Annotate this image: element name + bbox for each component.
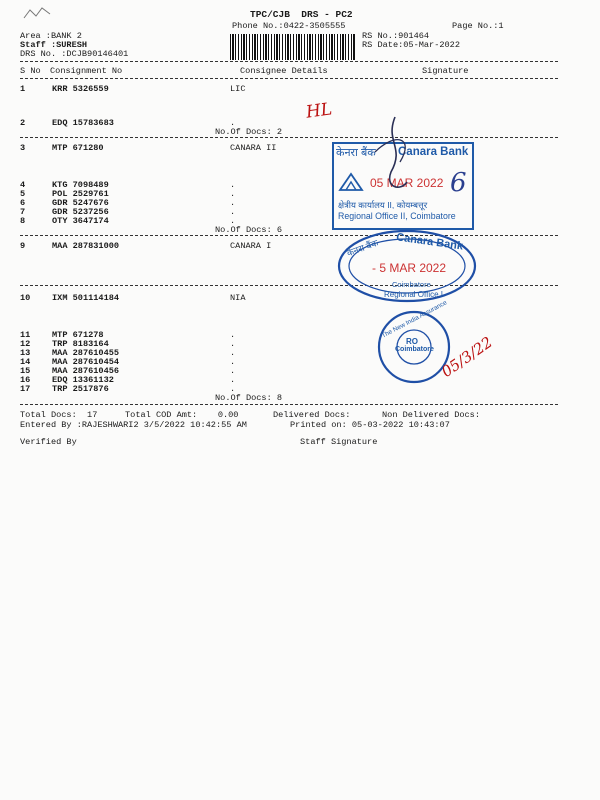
docs-count: No.Of Docs: 2 bbox=[215, 127, 283, 137]
stamp-date: - 5 MAR 2022 bbox=[372, 261, 447, 275]
row-consignee: . bbox=[230, 357, 236, 367]
stamp-hindi-name: केनरा बैंक bbox=[345, 237, 380, 259]
row-consignment: KRR 5326559 bbox=[52, 84, 109, 94]
row-sno: 6 bbox=[20, 198, 26, 208]
row-consignment: OTY 3647174 bbox=[52, 216, 109, 226]
stamp-office-hindi: क्षेत्रीय कार्यालय II, कोयम्बत्तूर bbox=[338, 200, 428, 210]
row-sno: 12 bbox=[20, 339, 31, 349]
row-sno: 4 bbox=[20, 180, 26, 190]
row-sno: 2 bbox=[20, 118, 26, 128]
row-consignee: . bbox=[230, 348, 236, 358]
row-sno: 1 bbox=[20, 84, 26, 94]
rs-date: RS Date:05-Mar-2022 bbox=[362, 40, 460, 50]
rs-number: RS No.:901464 bbox=[362, 31, 430, 41]
divider bbox=[20, 78, 558, 79]
printed-on: Printed on: 05-03-2022 10:43:07 bbox=[290, 420, 450, 430]
col-signature: Signature bbox=[422, 66, 469, 76]
row-sno: 5 bbox=[20, 189, 26, 199]
row-consignment: MAA 287610456 bbox=[52, 366, 120, 376]
row-consignee: . bbox=[230, 216, 236, 226]
docs-count: No.Of Docs: 6 bbox=[215, 225, 283, 235]
row-sno: 3 bbox=[20, 143, 26, 153]
document-title: TPC/CJB DRS - PC2 bbox=[250, 9, 353, 20]
row-sno: 8 bbox=[20, 216, 26, 226]
stamp-bank-name: Canara Bank bbox=[395, 231, 464, 253]
row-consignee: LIC bbox=[230, 84, 246, 94]
row-consignment: EDQ 13361132 bbox=[52, 375, 114, 385]
area-label: Area :BANK 2 bbox=[20, 31, 82, 41]
row-consignment: TRP 8183164 bbox=[52, 339, 109, 349]
entered-by: Entered By :RAJESHWARI2 3/5/2022 10:42:55 AM bbox=[20, 420, 247, 430]
row-sno: 11 bbox=[20, 330, 31, 340]
row-consignee: . bbox=[230, 330, 236, 340]
row-consignment: GDR 5247676 bbox=[52, 198, 109, 208]
row-sno: 17 bbox=[20, 384, 31, 394]
barcode bbox=[230, 34, 355, 60]
row-consignment: EDQ 15783683 bbox=[52, 118, 114, 128]
stamp-ro-label: RO bbox=[406, 337, 418, 346]
row-sno: 14 bbox=[20, 357, 31, 367]
divider bbox=[20, 61, 558, 62]
row-consignee: . bbox=[230, 384, 236, 394]
row-consignment: IXM 501114184 bbox=[52, 293, 120, 303]
row-consignment: MAA 287831000 bbox=[52, 241, 120, 251]
divider bbox=[20, 404, 558, 405]
phone-number: Phone No.:0422-3505555 bbox=[232, 21, 346, 31]
row-consignment: MAA 287610454 bbox=[52, 357, 120, 367]
row-consignee: CANARA II bbox=[230, 143, 277, 153]
row-consignee: . bbox=[230, 180, 236, 190]
row-consignment: MTP 671278 bbox=[52, 330, 104, 340]
row-consignee: . bbox=[230, 118, 236, 128]
row-sno: 16 bbox=[20, 375, 31, 385]
col-sno: S No bbox=[20, 66, 41, 76]
row-consignment: GDR 5237256 bbox=[52, 207, 109, 217]
row-consignee: . bbox=[230, 198, 236, 208]
row-sno: 13 bbox=[20, 348, 31, 358]
row-consignee: CANARA I bbox=[230, 241, 272, 251]
row-consignee: . bbox=[230, 339, 236, 349]
stamp-hindi-name: केनरा बैंक bbox=[336, 147, 376, 159]
stamp-city: Coimbatore bbox=[395, 346, 434, 353]
verified-by: Verified By bbox=[20, 437, 77, 447]
row-consignee: . bbox=[230, 207, 236, 217]
total-docs: Total Docs: 17 bbox=[20, 410, 98, 420]
docs-count: No.Of Docs: 8 bbox=[215, 393, 283, 403]
staff-label: Staff :SURESH bbox=[20, 40, 88, 50]
row-consignee: NIA bbox=[230, 293, 246, 303]
row-consignment: MTP 671280 bbox=[52, 143, 104, 153]
row-consignment: KTG 7098489 bbox=[52, 180, 109, 190]
scan-mark bbox=[20, 4, 60, 22]
row-consignment: MAA 287610455 bbox=[52, 348, 120, 358]
row-consignee: . bbox=[230, 189, 236, 199]
stamp-city: Coimbatore bbox=[392, 280, 431, 289]
page-number: Page No.:1 bbox=[452, 21, 504, 31]
stamp-company-name: The New India Assurance bbox=[380, 299, 449, 340]
row-consignee: . bbox=[230, 375, 236, 385]
stamp-office-name: Regional Office I bbox=[384, 290, 443, 299]
row-sno: 9 bbox=[20, 241, 26, 251]
delivered-docs: Delivered Docs: bbox=[273, 410, 351, 420]
stamp-date: 05 MAR 2022 bbox=[370, 176, 444, 190]
handwritten-initials: HL bbox=[304, 99, 334, 123]
total-cod: Total COD Amt: 0.00 bbox=[125, 410, 239, 420]
col-consignee: Consignee Details bbox=[240, 66, 328, 76]
row-consignment: POL 2529761 bbox=[52, 189, 109, 199]
row-consignment: TRP 2517876 bbox=[52, 384, 109, 394]
stamp-bank-name: Canara Bank bbox=[398, 146, 469, 158]
handwritten-count: 6 bbox=[450, 168, 467, 198]
staff-signature: Staff Signature bbox=[300, 437, 378, 447]
row-sno: 15 bbox=[20, 366, 31, 376]
signature-scribble bbox=[355, 112, 445, 202]
row-sno: 7 bbox=[20, 207, 26, 217]
drs-number: DRS No. :DCJB90146401 bbox=[20, 49, 129, 59]
divider bbox=[20, 137, 558, 138]
row-consignee: . bbox=[230, 366, 236, 376]
row-sno: 10 bbox=[20, 293, 31, 303]
stamp-office-name: Regional Office II, Coimbatore bbox=[338, 211, 456, 221]
handwritten-date: 05/3/22 bbox=[438, 333, 496, 381]
col-consignment: Consignment No bbox=[50, 66, 123, 76]
non-delivered-docs: Non Delivered Docs: bbox=[382, 410, 480, 420]
